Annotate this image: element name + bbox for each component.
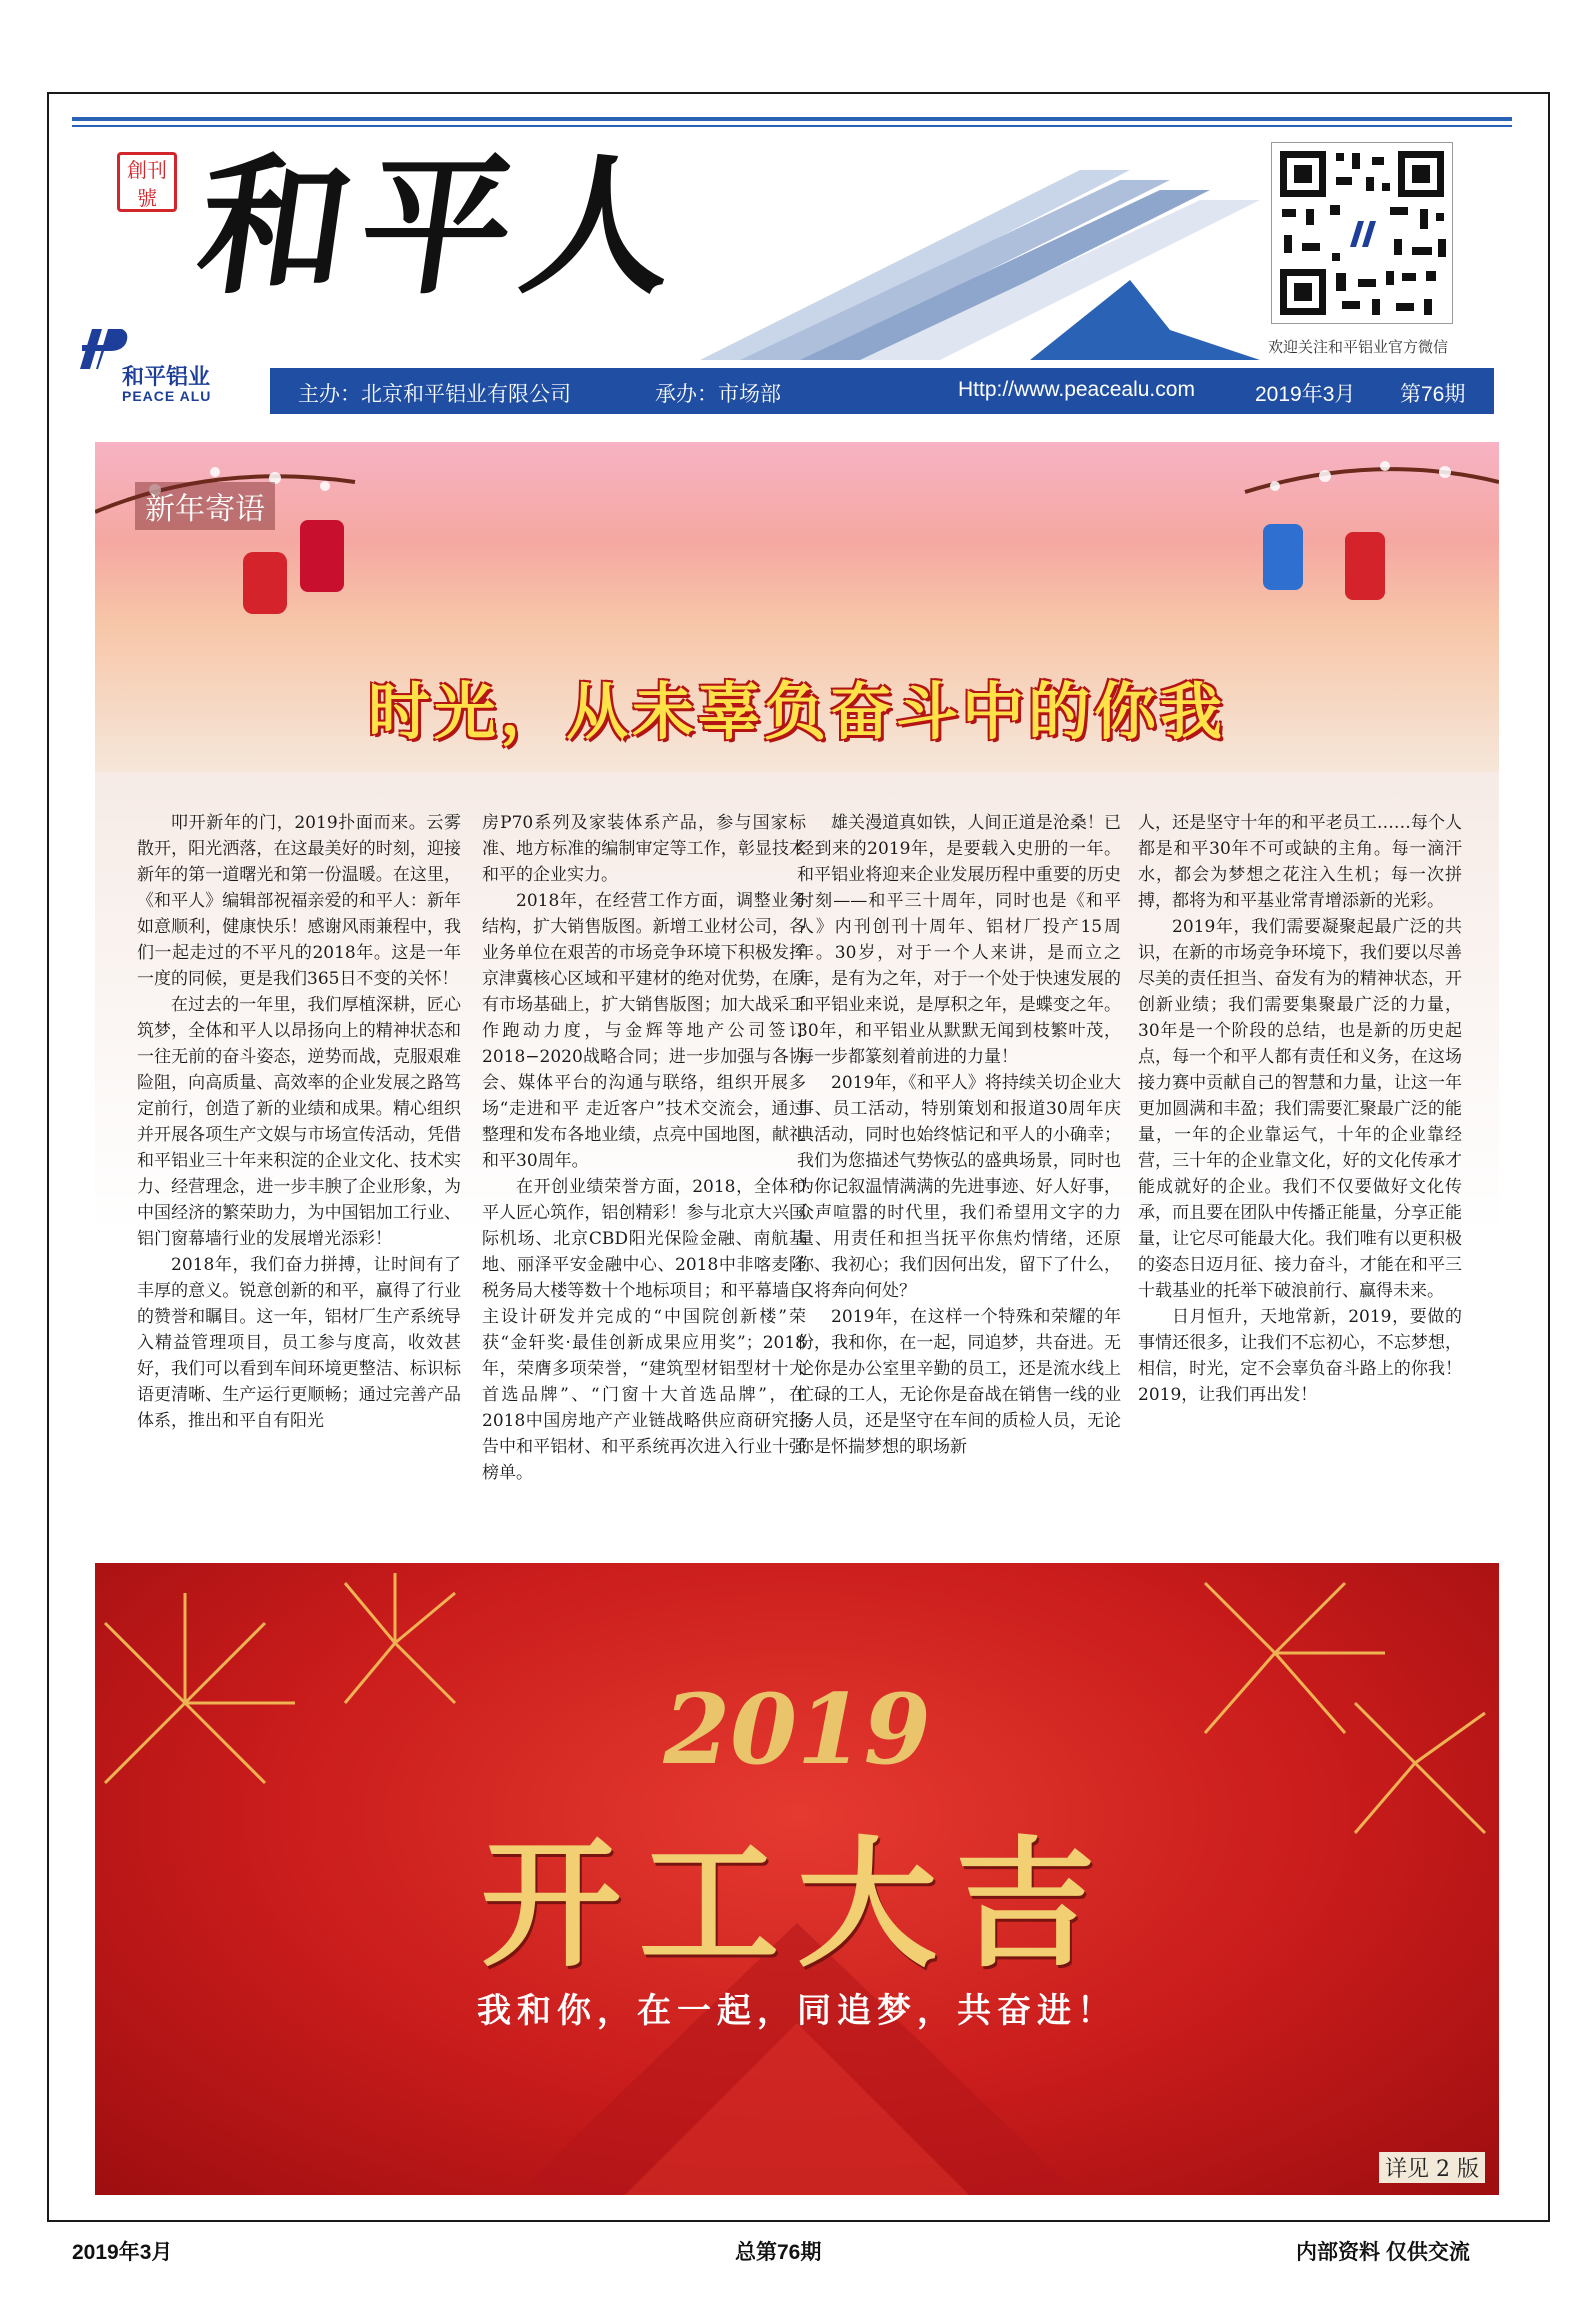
article-headline: 时光，从未辜负奋斗中的你我 bbox=[367, 678, 1226, 747]
footer-date: 2019年3月 bbox=[72, 2241, 173, 2264]
article-column-1 bbox=[137, 810, 461, 1434]
new-year-banner bbox=[95, 442, 1499, 772]
paragraph: 2019年，我们需要凝聚起最广泛的共识，在新的市场竞争环境下，我们要以尽善尽美的责任担当、奋发有为的精神状态，开创新业绩；我们需要集聚最广泛的力量，30年是一个阶段的总结，也是新的历史起点，每一个和平人都有责任和义务，在这场接力赛中贡献自己的智慧和力量，让这一年更加圆满和丰盈；我们需要汇聚最广泛的能量，一年的企业靠运气，十年的企业靠经营，三十年的企业靠文化，好的文化传承才能成就好的企业。我们不仅要做好文化传承，而且要在团队中传播正能量，分享正能量，让它尽可能最大化。我们唯有以更积极的姿态日迈月征、接力奋斗，才能在和平三十载基业的托举下破浪前行、赢得未来。 bbox=[1138, 917, 1462, 1301]
paragraph: 人，还是坚守十年的和平老员工……每个人都是和平30年不可或缺的主角。每一滴汗水，都会为梦想之花注入生机；每一次拼搏，都将为和平基业常青增添新的光彩。 bbox=[1138, 813, 1462, 911]
logo-english-name: PEACE ALU bbox=[122, 388, 212, 404]
paragraph: 在开创业绩荣誉方面，2018，全体和平人匠心筑作，铝创精彩！参与北京大兴国际机场、北京CBD阳光保险金融、南航基地、丽泽平安金融中心、2018中非喀麦隆税务局大楼等数十个地标项目；和平幕墙自主设计研发并完成的“中国院创新楼”荣获“金轩奖·最佳创新成果应用奖”；2018年，荣膺多项荣誉，“建筑型材铝型材十大首选品牌”、“门窗十大首选品牌”，在2018中国房地产产业链战略供应商研究报告中和平铝材、和平系统再次进入行业十强榜单。 bbox=[482, 1177, 806, 1483]
paragraph: 在过去的一年里，我们厚植深耕，匠心筑梦，全体和平人以昂扬向上的精神状态和一往无前的奋斗姿态，逆势而战，克服艰难险阻，向高质量、高效率的企业发展之路笃定前行，创造了新的业绩和成果。精心组织并开展各项生产文娱与市场宣传活动，凭借和平铝业三十年来积淀的企业文化、技术实力、经营理念，进一步丰腴了企业形象，为中国经济的繁荣助力，为中国铝加工行业、铝门窗幕墙行业的发展增光添彩！ bbox=[137, 995, 461, 1249]
newspaper-title: 和平人 bbox=[187, 139, 699, 315]
sponsor-text: 主办：北京和平铝业有限公司 bbox=[298, 383, 571, 406]
paragraph: 叩开新年的门，2019扑面而来。云雾散开，阳光洒落，在这最美好的时刻，迎接新年的第一道曙光和第一份温暖。在这里，《和平人》编辑部祝福亲爱的和平人：新年如意顺利，健康快乐！感谢风雨兼程中，我们一起走过的不平凡的2018年。这是一年一度的同候，更是我们365日不变的关怀！ bbox=[137, 813, 461, 989]
article-column-2 bbox=[482, 810, 806, 1486]
issue-number: 第76期 bbox=[1400, 383, 1466, 406]
organizer-text: 承办：市场部 bbox=[655, 383, 781, 406]
qr-caption: 欢迎关注和平铝业官方微信 bbox=[1268, 338, 1449, 356]
poster-slogan: 开工大吉 bbox=[480, 1823, 1113, 1987]
masthead-swoosh-graphic bbox=[700, 130, 1260, 370]
inaugural-seal bbox=[117, 152, 177, 212]
paragraph: 房P70系列及家装体系产品，参与国家标准、地方标准的编制审定等工作，彰显技术和平的企业实力。 bbox=[482, 813, 806, 885]
paragraph: 2018年，我们奋力拼搏，让时间有了丰厚的意义。锐意创新的和平，赢得了行业的赞誉和瞩目。这一年，铝材厂生产系统导入精益管理项目，员工参与度高，收效甚好，我们可以看到车间环境更整洁、标识标语更清晰、生产运行更顺畅；通过完善产品体系，推出和平自有阳光 bbox=[137, 1255, 461, 1431]
paragraph: 2019年，在这样一个特殊和荣耀的年份，我和你，在一起，同追梦，共奋进。无论你是办公室里辛勤的员工，还是流水线上忙碌的工人，无论你是奋战在销售一线的业务人员，还是坚守在车间的质检人员，无论你是怀揣梦想的职场新 bbox=[797, 1307, 1121, 1457]
top-rule-thin bbox=[72, 125, 1512, 127]
masthead-info-bar bbox=[270, 368, 1494, 414]
start-work-poster bbox=[95, 1563, 1499, 2195]
poster-motto: 我和你，在一起，同追梦，共奋进！ bbox=[477, 1991, 1117, 2031]
top-rule bbox=[72, 117, 1512, 121]
see-page-reference[interactable]: 详见 2 版 bbox=[1379, 2152, 1485, 2183]
footer-note: 内部资料 仅供交流 bbox=[1296, 2241, 1470, 2264]
poster-year: 2019 bbox=[663, 1673, 931, 1786]
article-column-4 bbox=[1138, 810, 1462, 1408]
wechat-qr-code-icon bbox=[1271, 142, 1453, 324]
article-body bbox=[95, 772, 1499, 1542]
seal-text: 創刊號 bbox=[127, 158, 167, 210]
paragraph: 日月恒升，天地常新，2019，要做的事情还很多，让我们不忘初心，不忘梦想，相信，时光，定不会辜负奋斗路上的你我！2019，让我们再出发！ bbox=[1138, 1307, 1462, 1405]
section-tag: 新年寄语 bbox=[135, 482, 275, 530]
logo-chinese-name: 和平铝业 bbox=[122, 364, 211, 389]
paragraph: 2018年，在经营工作方面，调整业务结构，扩大销售版图。新增工业材公司，各业务单位在艰苦的市场竞争环境下积极发挥京津冀核心区域和平建材的绝对优势，在原有市场基础上，扩大销售版图；加大战采工作跑动力度，与金辉等地产公司签订2018−2020战略合同；进一步加强与各协会、媒体平台的沟通与联络，组织开展多场“走进和平 走近客户”技术交流会，通过整理和发布各地业绩，点亮中国地图，献礼和平30周年。 bbox=[482, 891, 806, 1171]
paragraph: 雄关漫道真如铁，人间正道是沧桑！已经到来的2019年，是要载入史册的一年。和平铝业将迎来企业发展历程中重要的历史时刻——和平三十周年，同时也是《和平人》内刊创刊十周年、铝材厂投产15周年。30岁，对于一个人来讲，是而立之年，是有为之年，对于一个处于快速发展的和平铝业来说，是厚积之年，是蝶变之年。30年，和平铝业从默默无闻到枝繁叶茂，每一步都篆刻着前进的力量！ bbox=[797, 813, 1121, 1067]
website-link[interactable]: Http://www.peacealu.com bbox=[958, 378, 1195, 401]
article-column-3 bbox=[797, 810, 1121, 1460]
paragraph: 2019年，《和平人》将持续关切企业大事、员工活动，特别策划和报道30周年庆典活动，同时也始终惦记和平人的小确幸；我们为您描述气势恢弘的盛典场景，同时也为你记叙温情满满的先进事迹、好人好事，众声喧嚣的时代里，我们希望用文字的力量、用责任和担当抚平你焦灼情绪，还原你、我初心；我们因何出发，留下了什么，又将奔向何处？ bbox=[797, 1073, 1121, 1301]
footer-total-issue: 总第76期 bbox=[735, 2241, 822, 2264]
issue-date: 2019年3月 bbox=[1255, 383, 1356, 406]
